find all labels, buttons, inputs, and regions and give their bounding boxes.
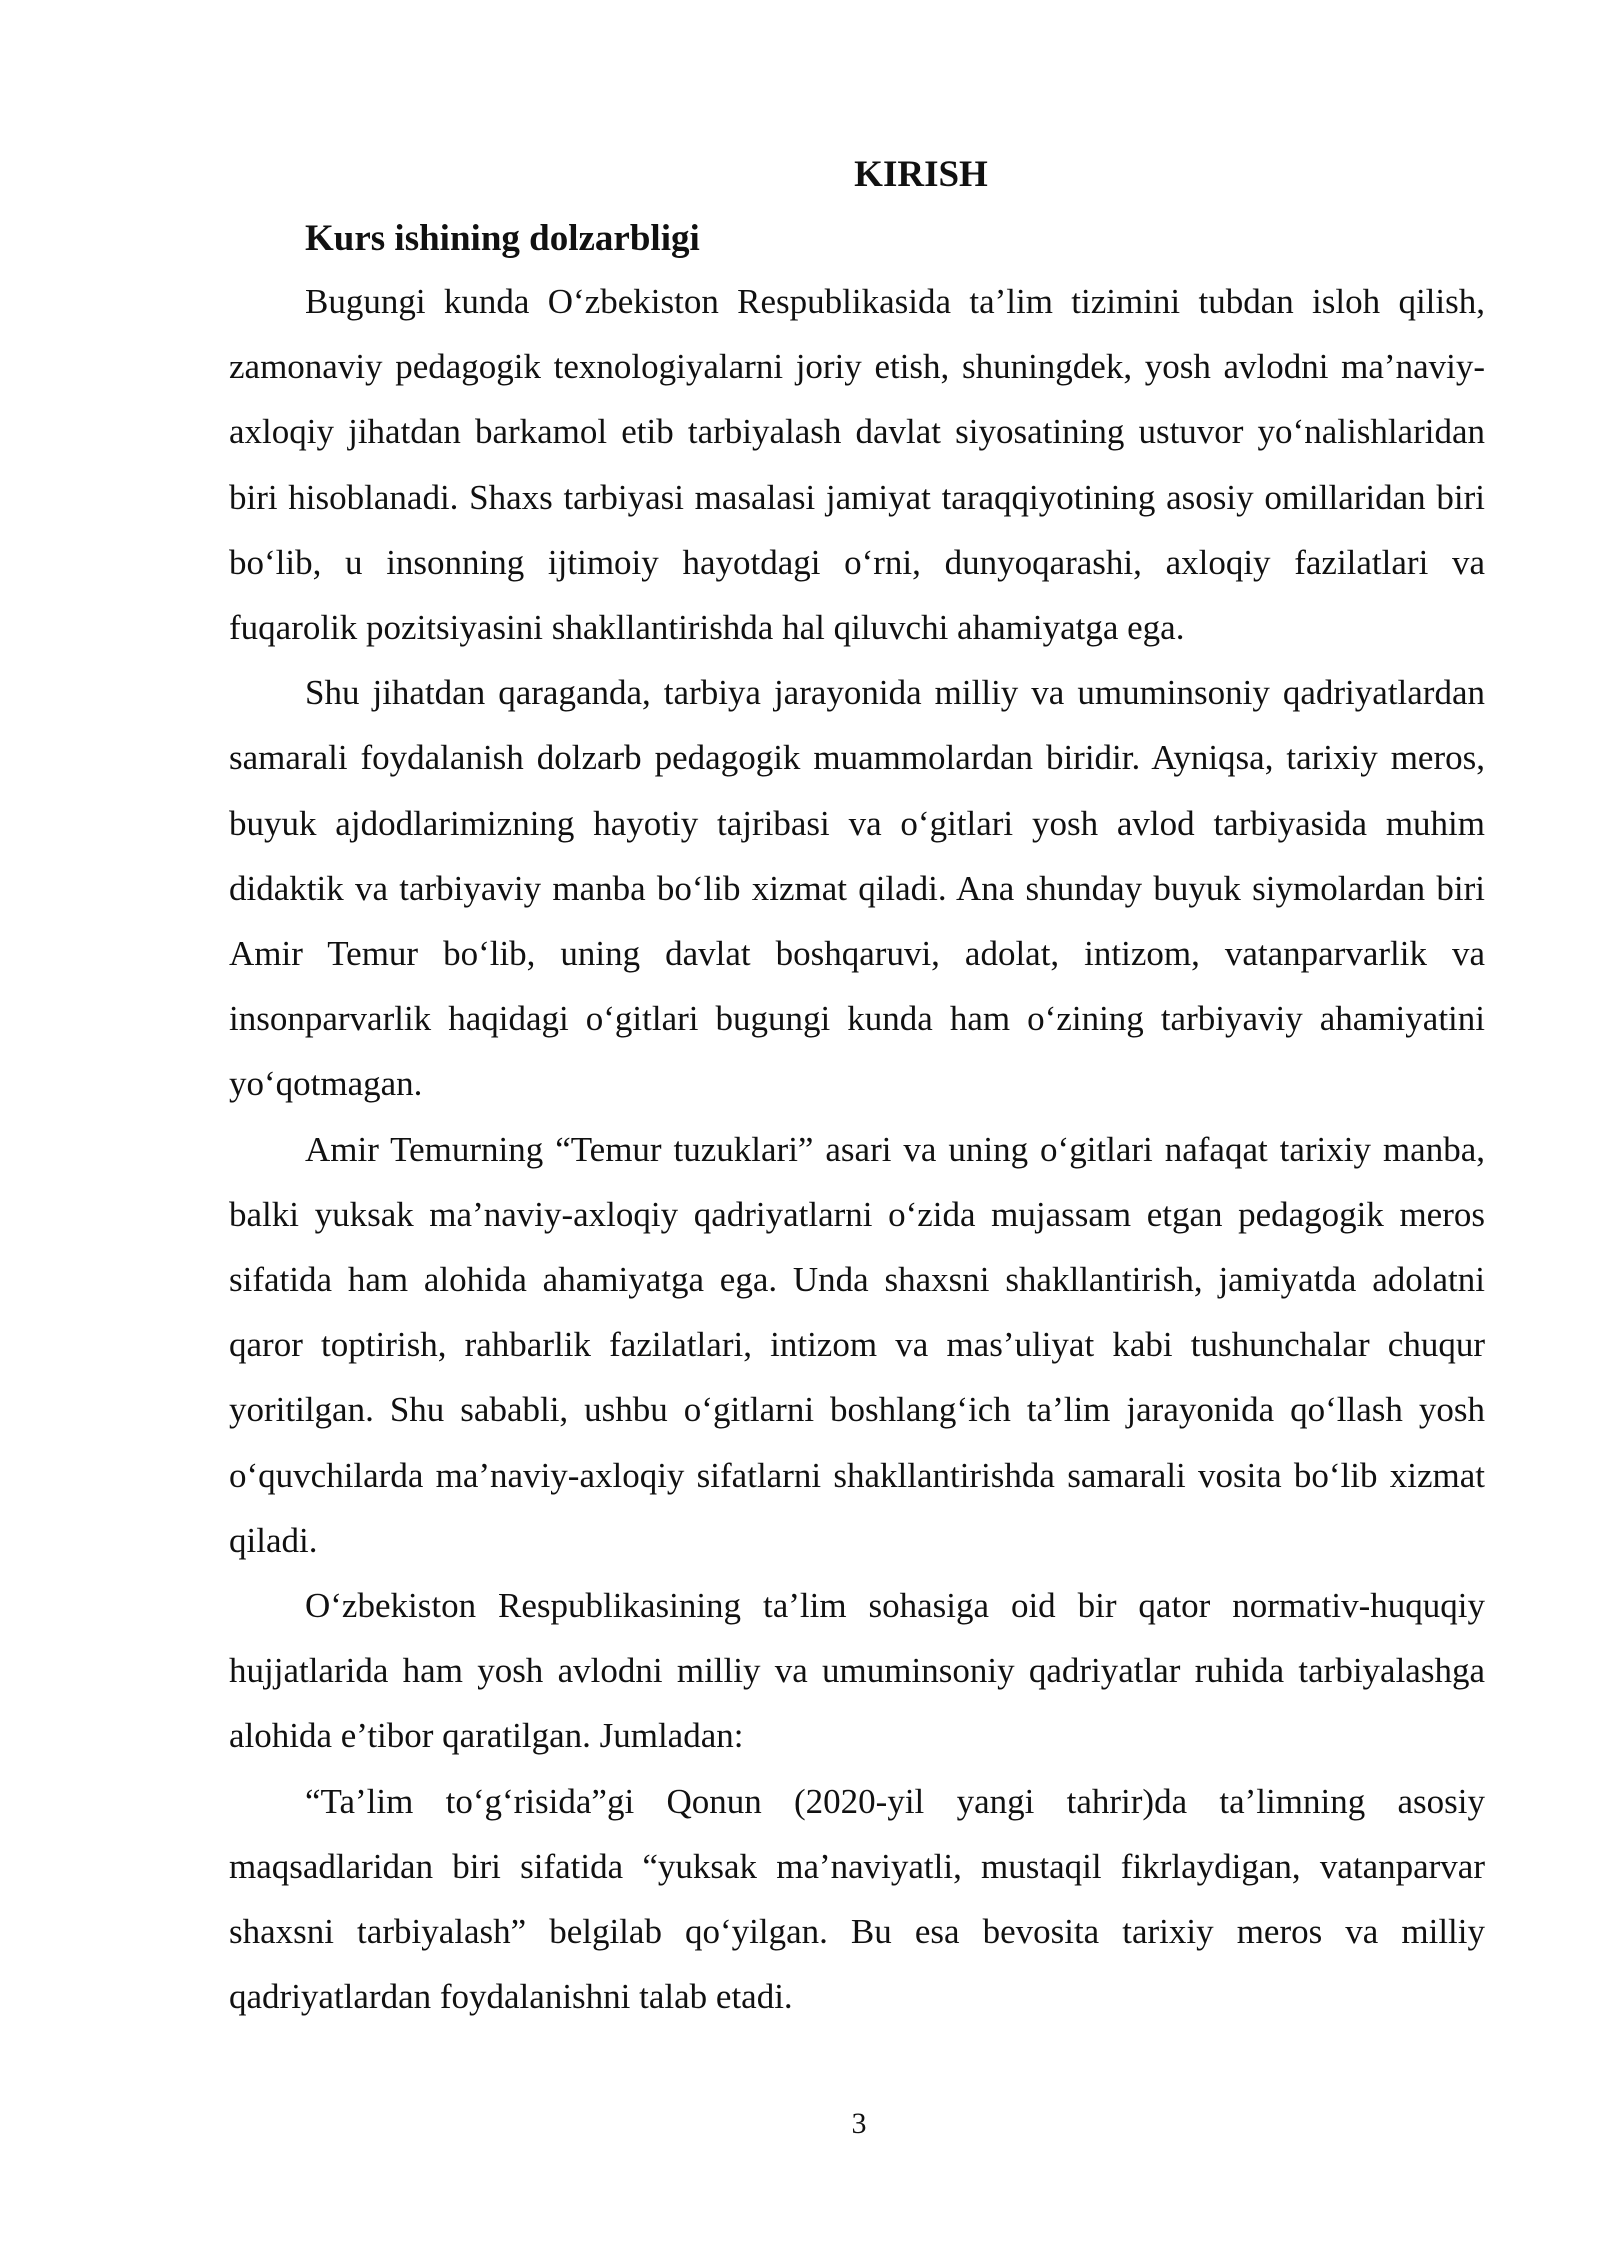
page-content [229,148,1485,2029]
paragraph-2: Shu jihatdan qaraganda, tarbiya jarayonida milliy va umuminsoniy qadriyatlardan samarali foydalanish dolzarb pedagogik muammolardan biridir. Ayniqsa, tarixiy meros, buyuk ajdodlarimizning hayotiy tajribasi va o‘gitlari yosh avlod tarbiyasida muhim didaktik va tarbiyaviy manba bo‘lib xizmat qiladi. Ana shunday buyuk siymolardan biri Amir Temur bo‘lib, uning davlat boshqaruvi, adolat, intizom, vatanparvarlik va insonparvarlik haqidagi o‘gitlari bugungi kunda ham o‘zining tarbiyaviy ahamiyatini yo‘qotmagan. [229,673,1485,1104]
page-number: 3 [851,2107,867,2140]
chapter-title: KIRISH [854,154,988,195]
paragraph-1: Bugungi kunda O‘zbekiston Respublikasida ta’lim tizimini tubdan isloh qilish, zamonaviy pedagogik texnologiyalarni joriy etish, shuningdek, yosh avlodni ma’naviy-axloqiy jihatdan barkamol etib tarbiyalash davlat siyosatining ustuvor yo‘nalishlaridan biri hisoblanadi. Shaxs tarbiyasi masalasi jamiyat taraqqiyotining asosiy omillaridan biri bo‘lib, u insonning ijtimoiy hayotdagi o‘rni, dunyoqarashi, axloqiy fazilatlari va fuqarolik pozitsiyasini shakllantirishda hal qiluvchi ahamiyatga ega. [229,282,1485,648]
section-title: Kurs ishining dolzarbligi [305,218,700,259]
paragraph-5: “Ta’lim to‘g‘risida”gi Qonun (2020-yil yangi tahrir)da ta’limning asosiy maqsadlaridan biri sifatida “yuksak ma’naviyatli, mustaqil fikrlaydigan, vatanparvar shaxsni tarbiyalash” belgilab qo‘yilgan. Bu esa bevosita tarixiy meros va milliy qadriyatlardan foydalanishni talab etadi. [229,1781,1485,2017]
paragraph-4: O‘zbekiston Respublikasining ta’lim sohasiga oid bir qator normativ-huquqiy hujjatlarida ham yosh avlodni milliy va umuminsoniy qadriyatlar ruhida tarbiyalashga alohida e’tibor qaratilgan. Jumladan: [229,1586,1485,1756]
paragraph-3: Amir Temurning “Temur tuzuklari” asari va uning o‘gitlari nafaqat tarixiy manba, balki yuksak ma’naviy-axloqiy qadriyatlarni o‘zida mujassam etgan pedagogik meros sifatida ham alohida ahamiyatga ega. Unda shaxsni shakllantirish, jamiyatda adolatni qaror toptirish, rahbarlik fazilatlari, intizom va mas’uliyat kabi tushunchalar chuqur yoritilgan. Shu sababli, ushbu o‘gitlarni boshlang‘ich ta’lim jarayonida qo‘llash yosh o‘quvchilarda ma’naviy-axloqiy sifatlarni shakllantirishda samarali vosita bo‘lib xizmat qiladi. [229,1129,1485,1560]
